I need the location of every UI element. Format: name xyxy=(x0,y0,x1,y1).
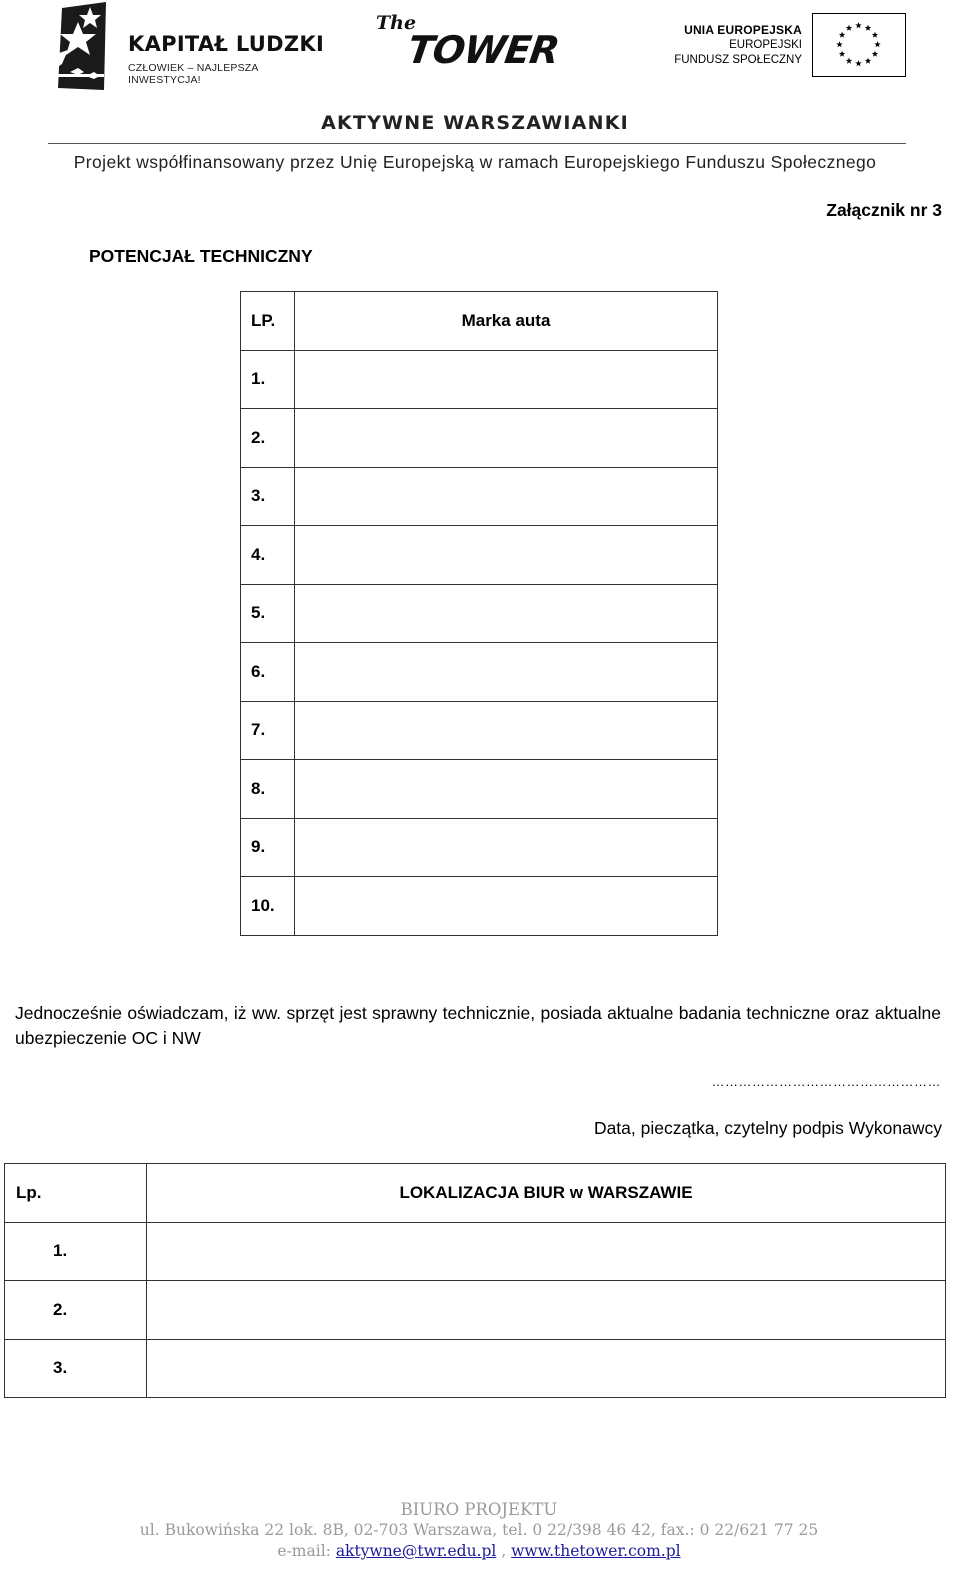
vehicle-brand-cell[interactable] xyxy=(295,350,718,409)
kapital-ludzki-title: KAPITAŁ LUDZKI xyxy=(128,32,325,56)
eu-star-icon xyxy=(846,58,852,64)
footer-website-link[interactable]: www.thetower.com.pl xyxy=(511,1542,681,1560)
office-location-cell[interactable] xyxy=(147,1339,946,1398)
vehicle-brand-cell[interactable] xyxy=(295,701,718,760)
table-row xyxy=(5,1281,946,1340)
signature-line: …………………………………………… xyxy=(711,1074,941,1089)
offices-table-header-row xyxy=(5,1164,946,1223)
eu-star-icon xyxy=(836,41,842,47)
vehicle-row-number: 4. xyxy=(241,526,295,585)
footer-contact xyxy=(0,1542,958,1560)
vehicles-table-header-row xyxy=(241,292,718,351)
table-row xyxy=(241,760,718,819)
footer-email-link[interactable]: aktywne@twr.edu.pl xyxy=(335,1542,497,1560)
vehicles-table xyxy=(240,291,718,936)
table-row xyxy=(241,526,718,585)
table-row xyxy=(241,409,718,468)
office-location-cell[interactable] xyxy=(147,1222,946,1281)
eu-star-icon xyxy=(855,22,861,28)
eu-star-icon xyxy=(839,51,845,57)
vehicle-row-number: 8. xyxy=(241,760,295,819)
vehicle-brand-cell[interactable] xyxy=(295,409,718,468)
table-row xyxy=(5,1339,946,1398)
vehicle-row-number: 9. xyxy=(241,818,295,877)
offices-table xyxy=(4,1163,946,1398)
office-location-cell[interactable] xyxy=(147,1281,946,1340)
table-row xyxy=(5,1222,946,1281)
table-row xyxy=(241,350,718,409)
vehicle-row-number: 2. xyxy=(241,409,295,468)
eu-star-icon xyxy=(865,25,871,31)
signature-caption: Data, pieczątka, czytelny podpis Wykonawcy xyxy=(593,1118,942,1138)
table-row xyxy=(241,643,718,702)
offices-header-location: LOKALIZACJA BIUR w WARSZAWIE xyxy=(147,1164,946,1223)
the-tower-logo-the: The xyxy=(376,12,417,34)
vehicle-row-number: 6. xyxy=(241,643,295,702)
vehicle-row-number: 10. xyxy=(241,877,295,936)
cofinance-line: Projekt współfinansowany przez Unię Europejską w ramach Europejskiego Funduszu Społecznego xyxy=(73,152,877,172)
eu-logo-line2: EUROPEJSKI xyxy=(729,39,802,51)
offices-header-lp: Lp. xyxy=(5,1164,147,1223)
office-row-number: 1. xyxy=(5,1222,147,1281)
vehicle-brand-cell[interactable] xyxy=(295,467,718,526)
office-row-number: 3. xyxy=(5,1339,147,1398)
eu-star-icon xyxy=(872,51,878,57)
vehicle-row-number: 5. xyxy=(241,584,295,643)
vehicles-header-brand: Marka auta xyxy=(295,292,718,351)
table-row xyxy=(241,584,718,643)
kapital-ludzki-subtitle: CZŁOWIEK – NAJLEPSZA INWESTYCJA! xyxy=(128,62,259,86)
vehicle-brand-cell[interactable] xyxy=(295,818,718,877)
table-row xyxy=(241,467,718,526)
vehicle-brand-cell[interactable] xyxy=(295,760,718,819)
eu-star-icon xyxy=(839,32,845,38)
table-row xyxy=(241,818,718,877)
eu-star-icon xyxy=(855,60,861,66)
footer-email-prefix: e-mail: xyxy=(277,1542,336,1560)
footer-title: BIURO PROJEKTU xyxy=(400,1500,558,1519)
table-row xyxy=(241,701,718,760)
the-tower-logo-tower: TOWER xyxy=(404,28,562,72)
statement-text: Jednocześnie oświadczam, iż ww. sprzęt jest sprawny technicznie, posiada aktualne badania techniczne oraz aktualne ubezpieczenie OC i NW xyxy=(15,1003,941,1048)
kapital-ludzki-emblem-icon xyxy=(48,2,128,94)
the-tower-logo xyxy=(376,8,591,72)
eu-stars-icon xyxy=(813,14,904,75)
vehicle-brand-cell[interactable] xyxy=(295,643,718,702)
office-row-number: 2. xyxy=(5,1281,147,1340)
eu-logo-line3: FUNDUSZ SPOŁECZNY xyxy=(674,54,802,66)
table-row xyxy=(241,877,718,936)
vehicle-brand-cell[interactable] xyxy=(295,877,718,936)
footer-separator: , xyxy=(496,1542,512,1560)
eu-star-icon xyxy=(846,25,852,31)
eu-flag-icon xyxy=(812,13,906,77)
footer-address: ul. Bukowińska 22 lok. 8B, 02-703 Warszawa, tel. 0 22/398 46 42, fax.: 0 22/621 77 25 xyxy=(139,1521,819,1539)
vehicle-row-number: 1. xyxy=(241,350,295,409)
vehicle-brand-cell[interactable] xyxy=(295,526,718,585)
annex-label: Załącznik nr 3 xyxy=(826,200,942,220)
eu-logo-line1: UNIA EUROPEJSKA xyxy=(684,23,802,37)
vehicle-row-number: 7. xyxy=(241,701,295,760)
header-divider xyxy=(48,143,906,144)
project-name: AKTYWNE WARSZAWIANKI xyxy=(321,112,629,134)
section-title: POTENCJAŁ TECHNICZNY xyxy=(89,246,313,266)
kapital-ludzki-logo xyxy=(48,2,333,94)
vehicle-brand-cell[interactable] xyxy=(295,584,718,643)
vehicles-header-lp: LP. xyxy=(241,292,295,351)
eu-logo-text xyxy=(664,22,802,68)
vehicle-row-number: 3. xyxy=(241,467,295,526)
eu-star-icon xyxy=(872,32,878,38)
eu-star-icon xyxy=(874,41,880,47)
eu-star-icon xyxy=(865,58,871,64)
